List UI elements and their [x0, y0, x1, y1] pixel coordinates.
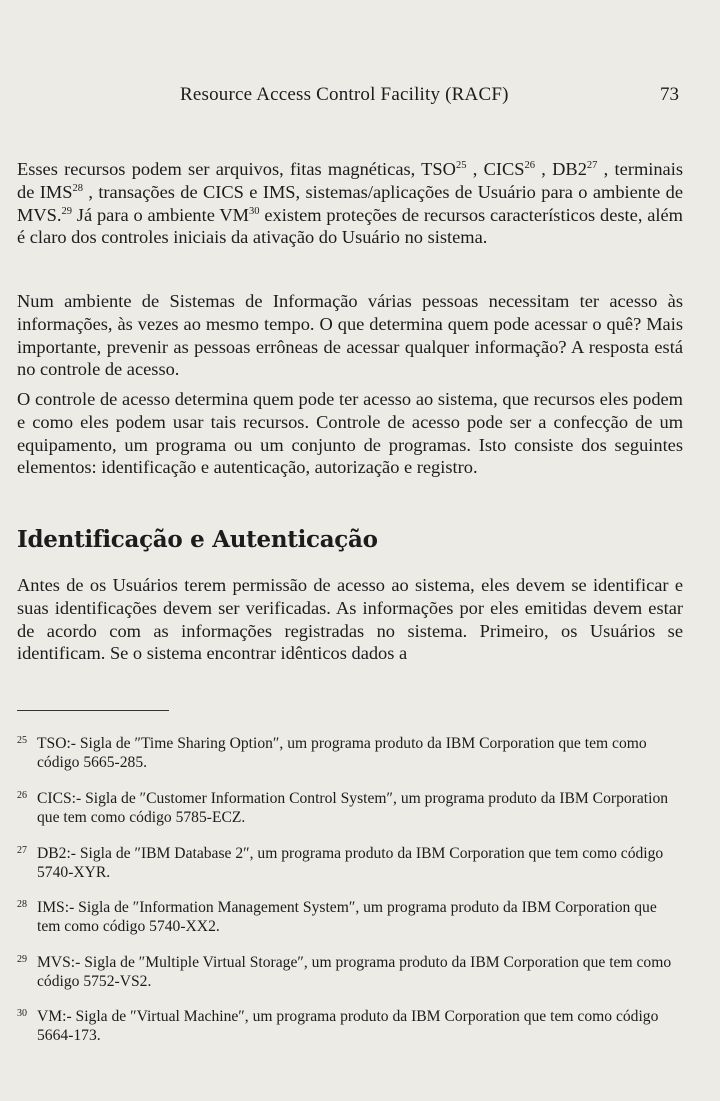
text-run: , CICS — [466, 159, 525, 179]
footnote-30 — [17, 1008, 683, 1045]
text-run: Esses recursos podem ser arquivos, fitas magnéticas, TSO — [17, 159, 456, 179]
footnote-number: 29 — [17, 954, 27, 965]
footnote-ref-27: 27 — [586, 159, 598, 171]
footnote-text: IMS:- Sigla de ″Information Management System″, um programa produto da IBM Corporation que tem como código 5740-XX2. — [37, 899, 657, 935]
footnote-25 — [17, 735, 683, 772]
footnote-ref-30: 30 — [249, 205, 260, 217]
footnote-ref-25: 25 — [455, 159, 467, 171]
paragraph-identification: Antes de os Usuários terem permissão de acesso ao sistema, eles devem se identificar e suas identificações devem ser verificadas. As informações por eles emitidas devem estar de acordo com as informações registradas no sistema. Primeiro, os Usuários se identificam. Se o sistema encontrar idênticos dados a — [17, 575, 683, 664]
header-title: Resource Access Control Facility (RACF) — [180, 84, 509, 105]
footnote-26 — [17, 790, 683, 827]
footnote-number: 25 — [17, 735, 27, 746]
footnote-text: VM:- Sigla de ″Virtual Machine″, um programa produto da IBM Corporation que tem como código 5664-173. — [37, 1008, 659, 1044]
text-run: existem proteções de recursos característicos deste, além é claro dos controles iniciais da ativação do Usuário no sistema. — [17, 204, 683, 248]
running-header — [0, 84, 720, 110]
footnote-number: 27 — [17, 845, 27, 856]
footnote-number: 28 — [17, 899, 27, 910]
footnote-ref-29: 29 — [61, 205, 72, 217]
paragraph-information-systems: Num ambiente de Sistemas de Informação várias pessoas necessitam ter acesso às informações, às vezes ao mesmo tempo. O que determina quem pode acessar o quê? Mais importante, prevenir as pessoas errôneas de acessar qualquer informação? A resposta está no controle de acesso. — [17, 291, 683, 380]
text-run: , terminais de IMS — [17, 159, 683, 202]
text-run: Já para o ambiente VM — [71, 204, 250, 225]
paragraph-resources — [17, 158, 683, 249]
footnote-28 — [17, 899, 683, 936]
paragraph-access-control: O controle de acesso determina quem pode ter acesso ao sistema, que recursos eles podem e como eles podem usar tais recursos. Controle de acesso pode ser a confecção de um equipamento, um programa ou um conjunto de programas. Isto consiste dos seguintes elementos: identificação e autenticação, autorização e registro. — [17, 389, 683, 478]
footnote-27 — [17, 845, 683, 882]
text-run: , DB2 — [534, 159, 587, 179]
footnote-number: 30 — [17, 1008, 27, 1019]
footnote-divider — [17, 710, 169, 711]
footnote-text: DB2:- Sigla de ″IBM Database 2″, um programa produto da IBM Corporation que tem como código 5740-XYR. — [37, 845, 664, 881]
section-heading: Identificação e Autenticação — [17, 526, 378, 553]
text-run: , transações de CICS e IMS, sistemas/aplicações de Usuário para o ambiente de MVS. — [17, 181, 683, 225]
footnote-29 — [17, 954, 683, 991]
footnote-text: CICS:- Sigla de ″Customer Information Control System″, um programa produto da IBM Corporation que tem como código 5785-ECZ. — [37, 790, 669, 826]
footnote-number: 26 — [17, 790, 27, 801]
footnote-ref-26: 26 — [524, 159, 535, 171]
footnote-text: MVS:- Sigla de ″Multiple Virtual Storage″, um programa produto da IBM Corporation que tem como código 5752-VS2. — [37, 954, 672, 990]
footnote-ref-28: 28 — [72, 182, 83, 194]
page-number: 73 — [660, 84, 679, 105]
footnote-text: TSO:- Sigla de ″Time Sharing Option″, um programa produto da IBM Corporation que tem como código 5665-285. — [37, 735, 647, 771]
